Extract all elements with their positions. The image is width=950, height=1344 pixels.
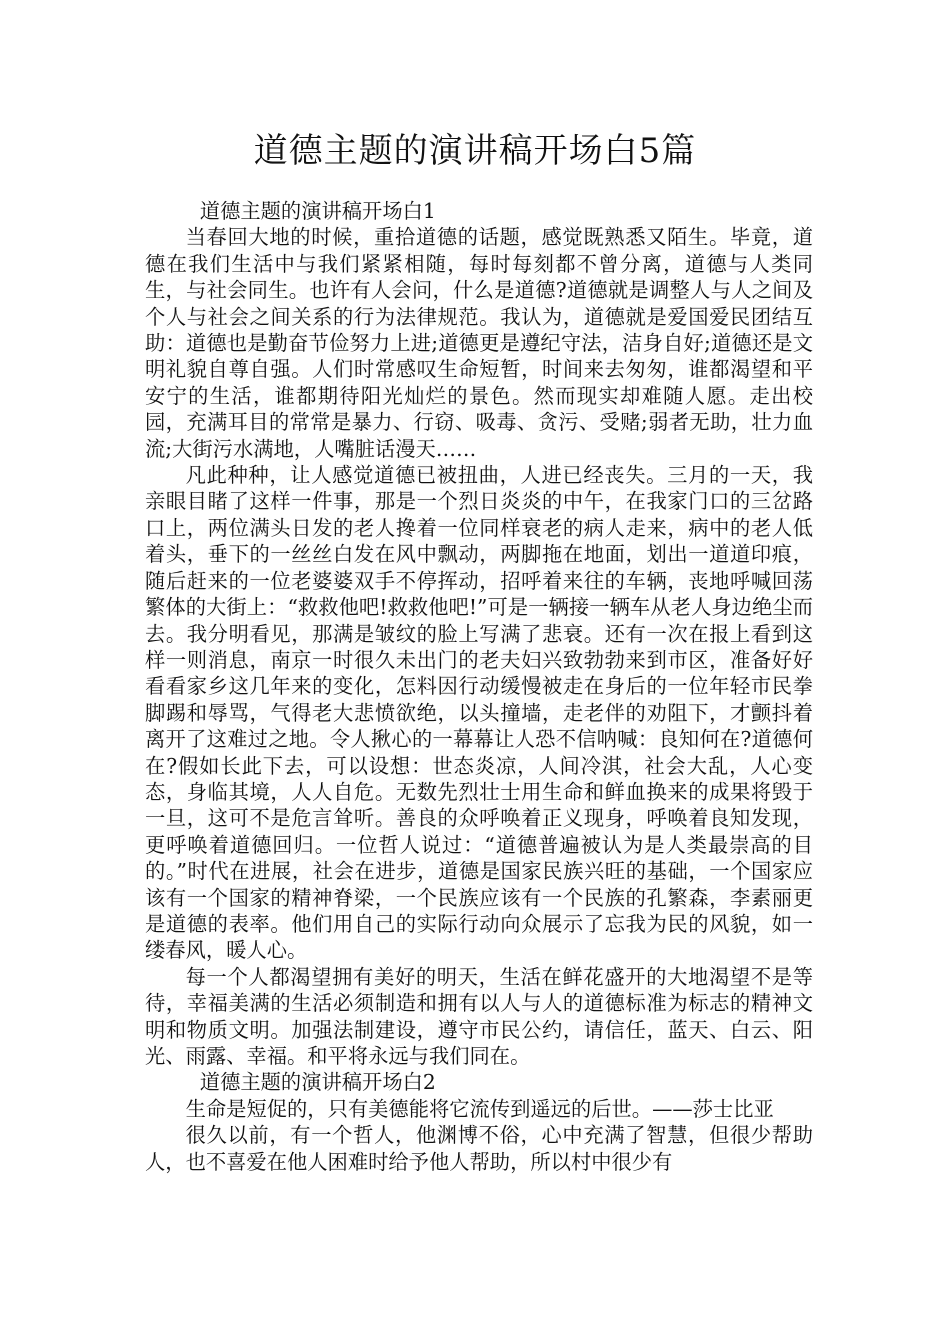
body-paragraph-4: 很久以前，有一个哲人，他渊博不俗，心中充满了智慧，但很少帮助人，也不喜爱在他人困难时给予他人帮助，所以村中很少有	[145, 1123, 813, 1174]
body-paragraph-2: 凡此种种，让人感觉道德已被扭曲，人进已经丧失。三月的一天，我亲眼目睹了这样一件事，那是一个烈日炎炎的中午，在我家门口的三岔路口上，两位满头日发的老人搀着一位同样衰老的病人走来，病中的老人低着头，垂下的一丝丝白发在风中飘动，两脚拖在地面，划出一道道印痕，随后赶来的一位老婆婆双手不停挥动，招呼着来往的车辆，丧地呼喊回荡繁体的大街上：“救救他吧!救救他吧!”可是一辆接一辆车从老人身边绝尘而去。我分明看见，那满是皱纹的脸上写满了悲衰。还有一次在报上看到这样一则消息，南京一时很久未出门的老夫妇兴致勃勃来到市区，准备好好看看家乡这几年来的变化，怎料因行动缓慢被走在身后的一位年轻市民拳脚踢和辱骂，气得老大悲愤欲绝，以头撞墙，走老伴的劝阻下，才颤抖着离开了这难过之地。令人揪心的一幕幕让人恐不信呐喊：良知何在?道德何在?假如长此下去，可以设想：世态炎凉，人间冷淇，社会大乱，人心变态，身临其境，人人自危。无数先烈壮士用生命和鲜血换来的成果将毁于一旦，这可不是危言耸听。善良的众呼唤着正义现身，呼唤着良知发现，更呼唤着道德回归。一位哲人说过：“道德普遍被认为是人类最崇高的目的。”时代在进展，社会在进步，道德是国家民族兴旺的基础，一个国家应该有一个国家的精神脊梁，一个民族应该有一个民族的孔繁森，李素丽更是道德的表率。他们用自己的实际行动向众展示了忘我为民的风貌，如一缕春风，暖人心。	[145, 463, 813, 963]
section-heading-2: 道德主题的演讲稿开场白2	[199, 1070, 436, 1095]
body-paragraph-1: 当春回大地的时候，重拾道德的话题，感觉既熟悉又陌生。毕竟，道德在我们生活中与我们紧紧相随，每时每刻都不曾分离，道德与人类同生，与社会同生。也许有人会问，什么是道德?道德就是调整人与人之间及个人与社会之间关系的行为法律规范。我认为，道德就是爱国爱民团结互助：道德也是勤奋节俭努力上进;道德更是遵纪守法，洁身自好;道德还是文明礼貌自尊自强。人们时常感叹生命短暂，时间来去匆匆，谁都渴望和平安宁的生活，谁都期待阳光灿烂的景色。然而现实却难随人愿。走出校园，充满耳目的常常是暴力、行窃、吸毒、贪污、受赌;弱者无助，壮力血流;大街污水满地，人嘴脏话漫天……	[145, 225, 813, 461]
quote-paragraph: 生命是短促的，只有美德能将它流传到遥远的后世。——莎士比亚	[185, 1096, 774, 1121]
body-paragraph-3: 每一个人都渴望拥有美好的明天，生活在鲜花盛开的大地渴望不是等待，幸福美满的生活必须制造和拥有以人与人的道德标准为标志的精神文明和物质文明。加强法制建设，遵守市民公约，请信任，蓝天、白云、阳光、雨露、幸福。和平将永远与我们同在。	[145, 964, 813, 1068]
document-title: 道德主题的演讲稿开场白5篇	[253, 131, 697, 171]
document-body	[145, 198, 813, 1175]
section-heading-1: 道德主题的演讲稿开场白1	[199, 199, 436, 223]
